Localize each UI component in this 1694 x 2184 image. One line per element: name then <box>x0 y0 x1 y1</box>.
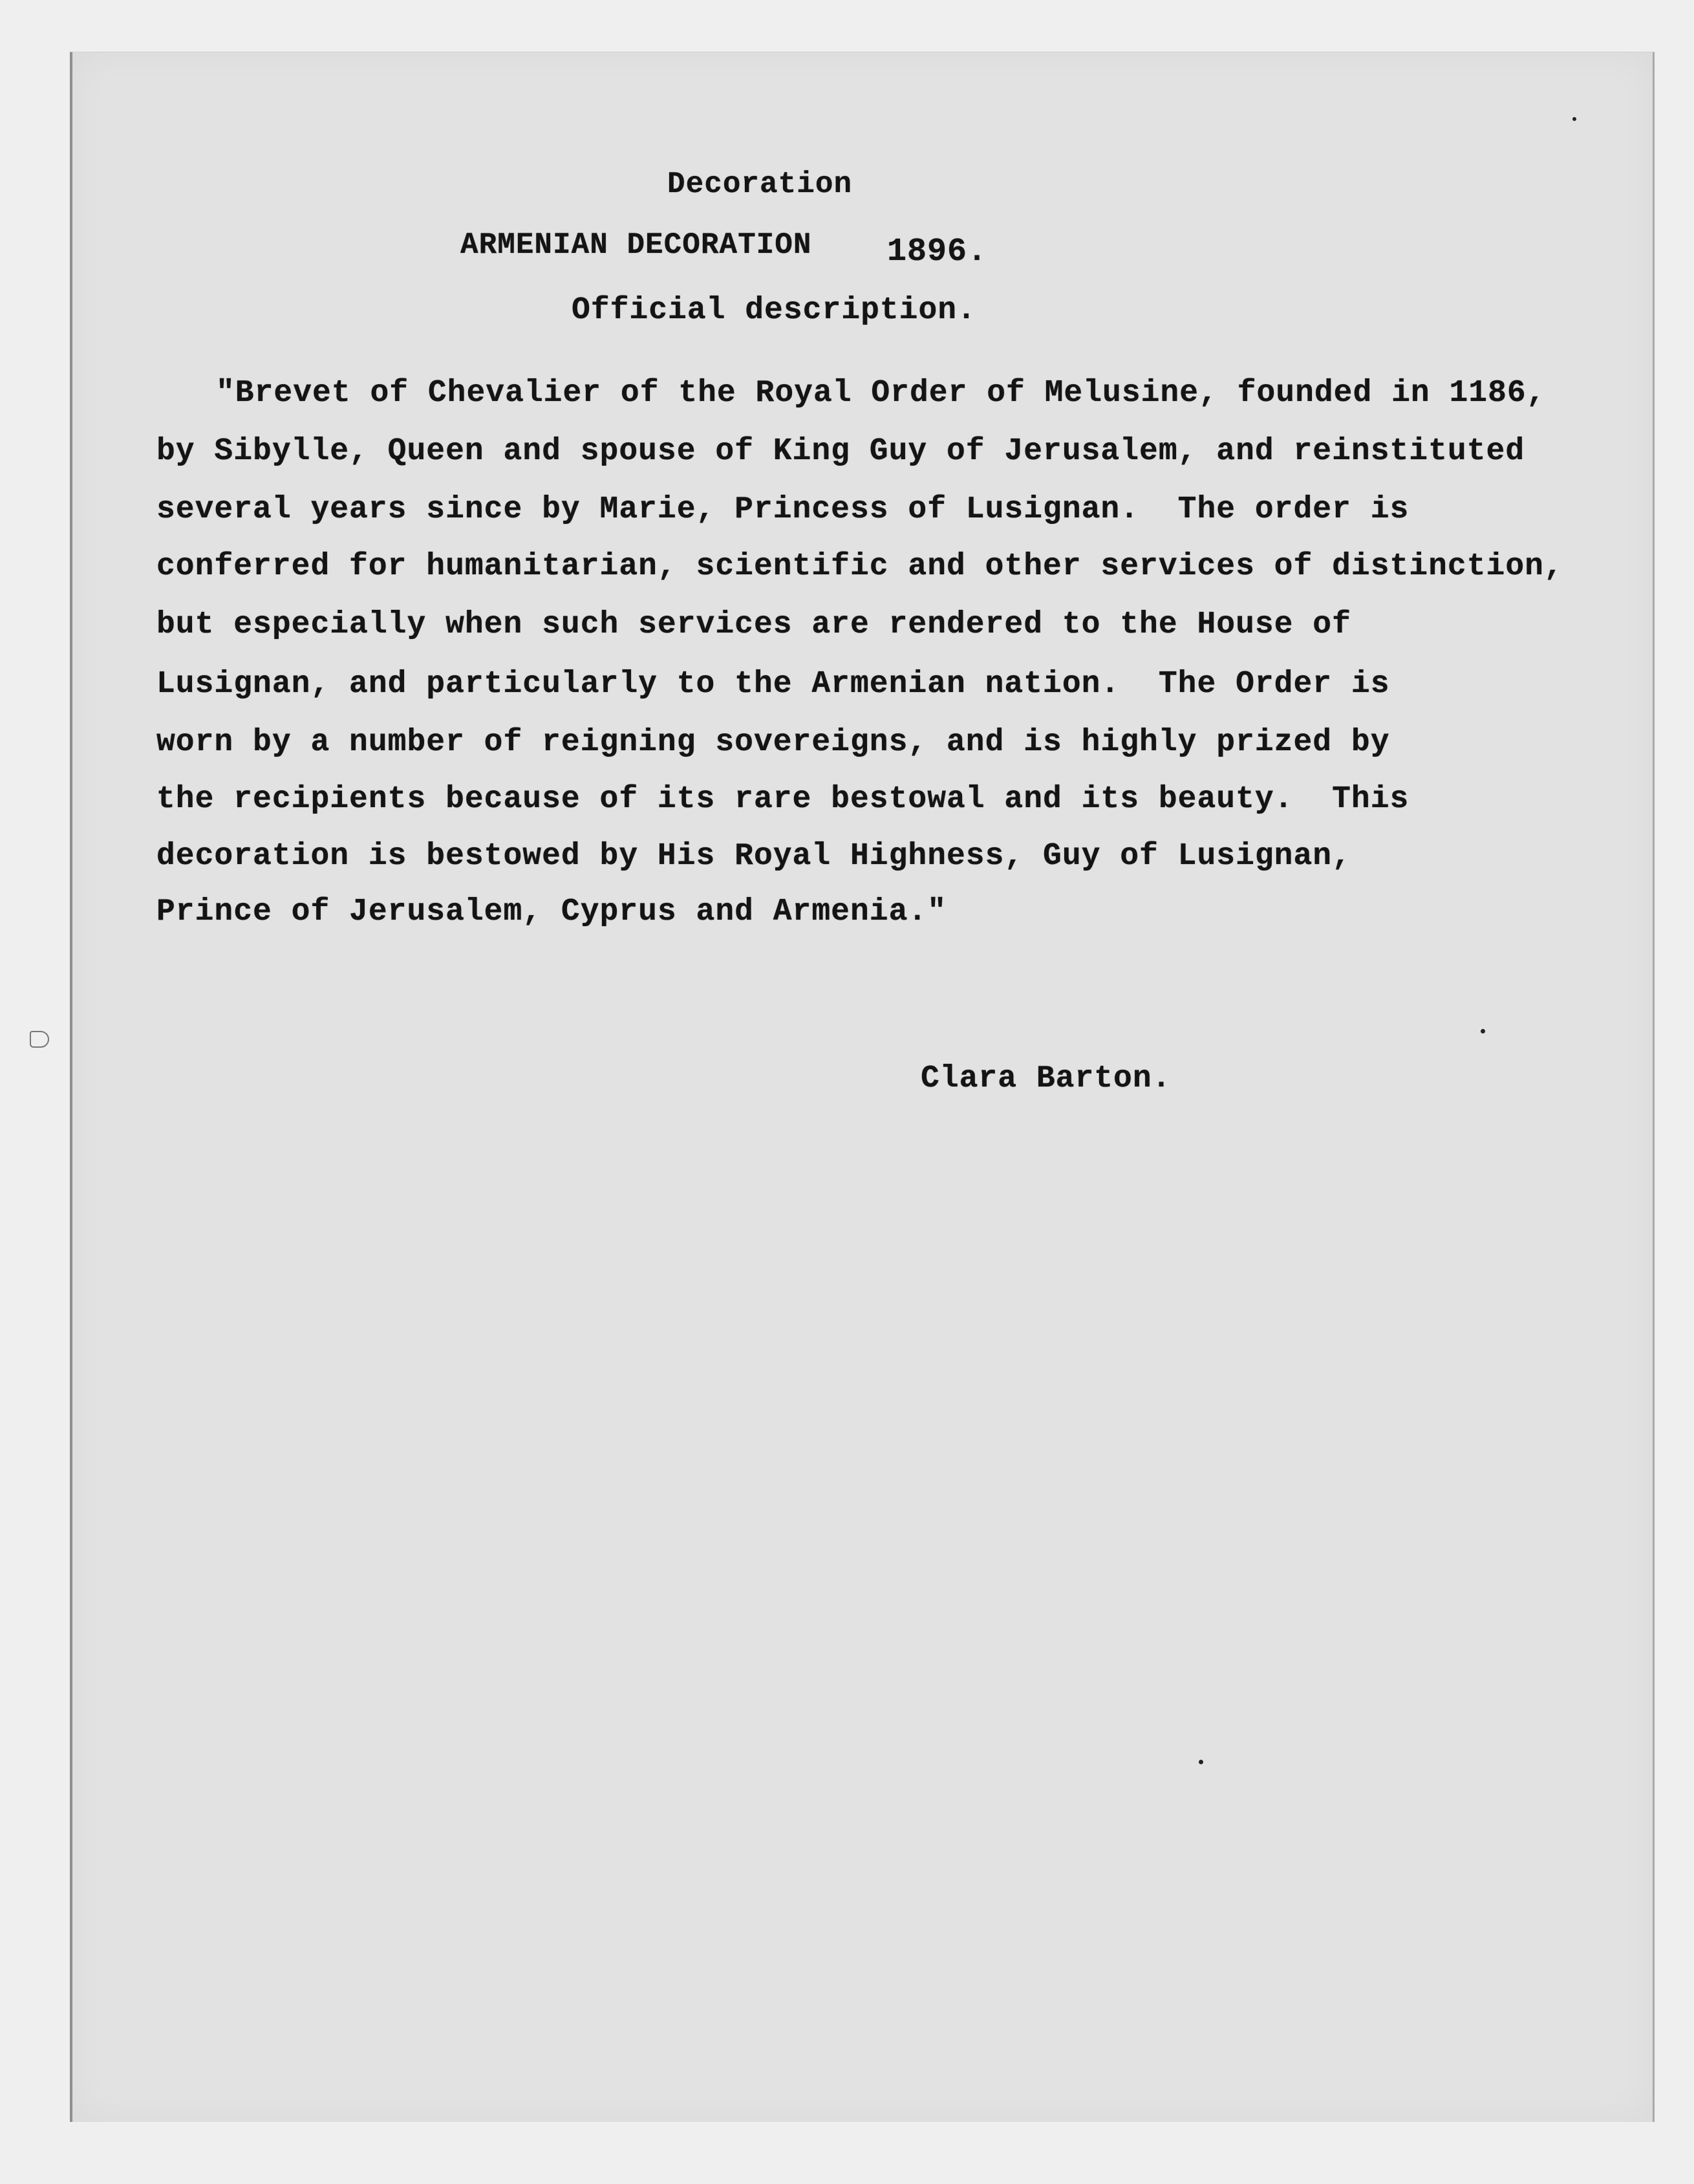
category-heading: Decoration <box>667 168 853 201</box>
body-line-5: but especially when such services are rendered to the House of <box>156 607 1351 642</box>
body-line-6: Lusignan, and particularly to the Armenian nation. The Order is <box>156 667 1390 702</box>
body-line-10: Prince of Jerusalem, Cyprus and Armenia." <box>156 894 947 929</box>
ink-speck <box>1481 1029 1485 1033</box>
ink-speck <box>1572 117 1576 121</box>
body-line-7: worn by a number of reigning sovereigns, and is highly prized by <box>156 725 1390 760</box>
signature: Clara Barton. <box>921 1061 1172 1096</box>
document-subtitle: Official description. <box>572 293 976 328</box>
body-line-1: "Brevet of Chevalier of the Royal Order of Melusine, founded in 1186, <box>216 376 1546 411</box>
body-line-4: conferred for humanitarian, scientific and other services of distinction, <box>156 549 1563 584</box>
body-line-9: decoration is bestowed by His Royal Highness, Guy of Lusignan, <box>156 839 1351 874</box>
ink-speck <box>1199 1760 1203 1764</box>
document-title: ARMENIAN DECORATION <box>460 228 812 262</box>
body-line-8: the recipients because of its rare bestowal and its beauty. This <box>156 782 1410 817</box>
document-year: 1896. <box>887 233 988 270</box>
body-line-3: several years since by Marie, Princess of Lusignan. The order is <box>156 492 1410 527</box>
margin-mark <box>30 1031 49 1048</box>
document-page <box>70 52 1655 2122</box>
body-line-2: by Sibylle, Queen and spouse of King Guy of Jerusalem, and reinstituted <box>156 434 1525 469</box>
